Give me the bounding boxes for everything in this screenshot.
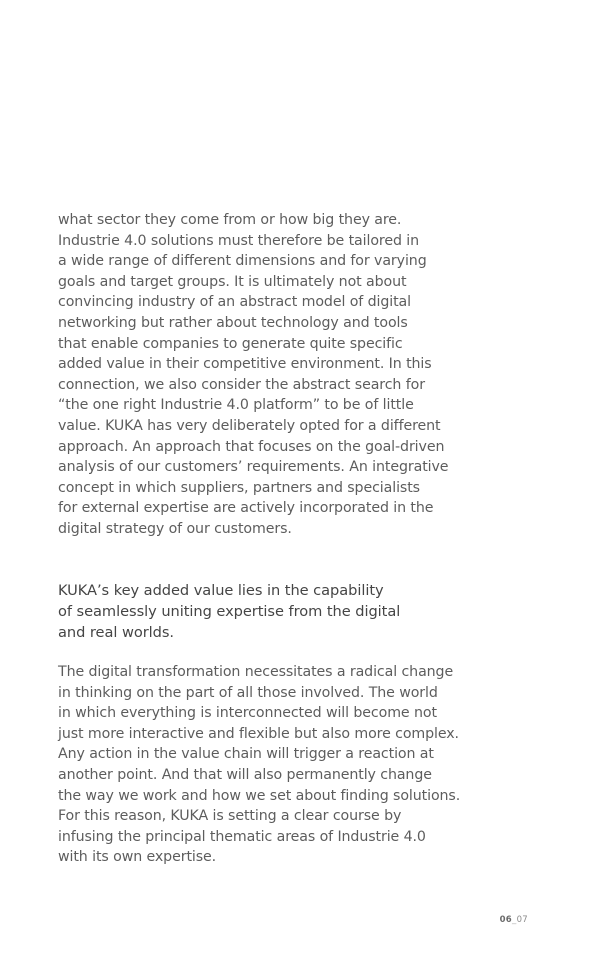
text-line: added value in their competitive environment. In this bbox=[58, 356, 432, 373]
text-line: The digital transformation necessitates a radical change bbox=[58, 664, 454, 680]
text-line: the way we work and how we set about finding solutions. bbox=[58, 787, 461, 804]
text-line: infusing the principal thematic areas of Industrie 4.0 bbox=[58, 828, 426, 845]
text-line: networking but rather about technology and tools bbox=[58, 314, 408, 331]
text-line: for external expertise are actively incorporated in the bbox=[58, 500, 434, 517]
highlight-line: KUKA’s key added value lies in the capability bbox=[58, 582, 384, 599]
body-paragraph-1 bbox=[58, 210, 448, 540]
text-line: just more interactive and flexible but also more complex. bbox=[58, 725, 459, 742]
body-paragraph-2 bbox=[58, 662, 460, 868]
page-number bbox=[500, 915, 528, 925]
page-number-next: 07 bbox=[516, 915, 528, 925]
text-line: analysis of our customers’ requirements. An integrative bbox=[58, 459, 449, 476]
text-line: convincing industry of an abstract model of digital bbox=[58, 294, 411, 311]
text-line: goals and target groups. It is ultimately not about bbox=[58, 273, 407, 290]
text-line: connection, we also consider the abstract search for bbox=[58, 376, 425, 393]
text-line: with its own expertise. bbox=[58, 849, 217, 866]
text-line: concept in which suppliers, partners and specialists bbox=[58, 479, 420, 496]
page-number-separator: _ bbox=[512, 915, 517, 925]
text-line: digital strategy of our customers. bbox=[58, 520, 292, 537]
text-line: in thinking on the part of all those involved. The world bbox=[58, 684, 438, 701]
text-line: another point. And that will also permanently change bbox=[58, 766, 432, 783]
highlight-statement bbox=[58, 580, 400, 643]
text-line: a wide range of different dimensions and for varying bbox=[58, 253, 427, 270]
highlight-line: of seamlessly uniting expertise from the digital bbox=[58, 603, 401, 620]
text-line: For this reason, KUKA is setting a clear course by bbox=[58, 808, 402, 825]
text-line: Any action in the value chain will trigger a reaction at bbox=[58, 746, 434, 763]
text-line: value. KUKA has very deliberately opted for a different bbox=[58, 417, 441, 434]
text-line: “the one right Industrie 4.0 platform” to be of little bbox=[58, 397, 414, 414]
text-line: approach. An approach that focuses on the goal-driven bbox=[58, 438, 445, 455]
text-line: Industrie 4.0 solutions must therefore be tailored in bbox=[58, 232, 420, 249]
text-line: what sector they come from or how big they are. bbox=[58, 212, 402, 228]
text-line: in which everything is interconnected will become not bbox=[58, 705, 437, 722]
page-number-current: 06 bbox=[499, 915, 513, 925]
text-line: that enable companies to generate quite specific bbox=[58, 335, 403, 352]
highlight-line: and real worlds. bbox=[58, 624, 175, 641]
